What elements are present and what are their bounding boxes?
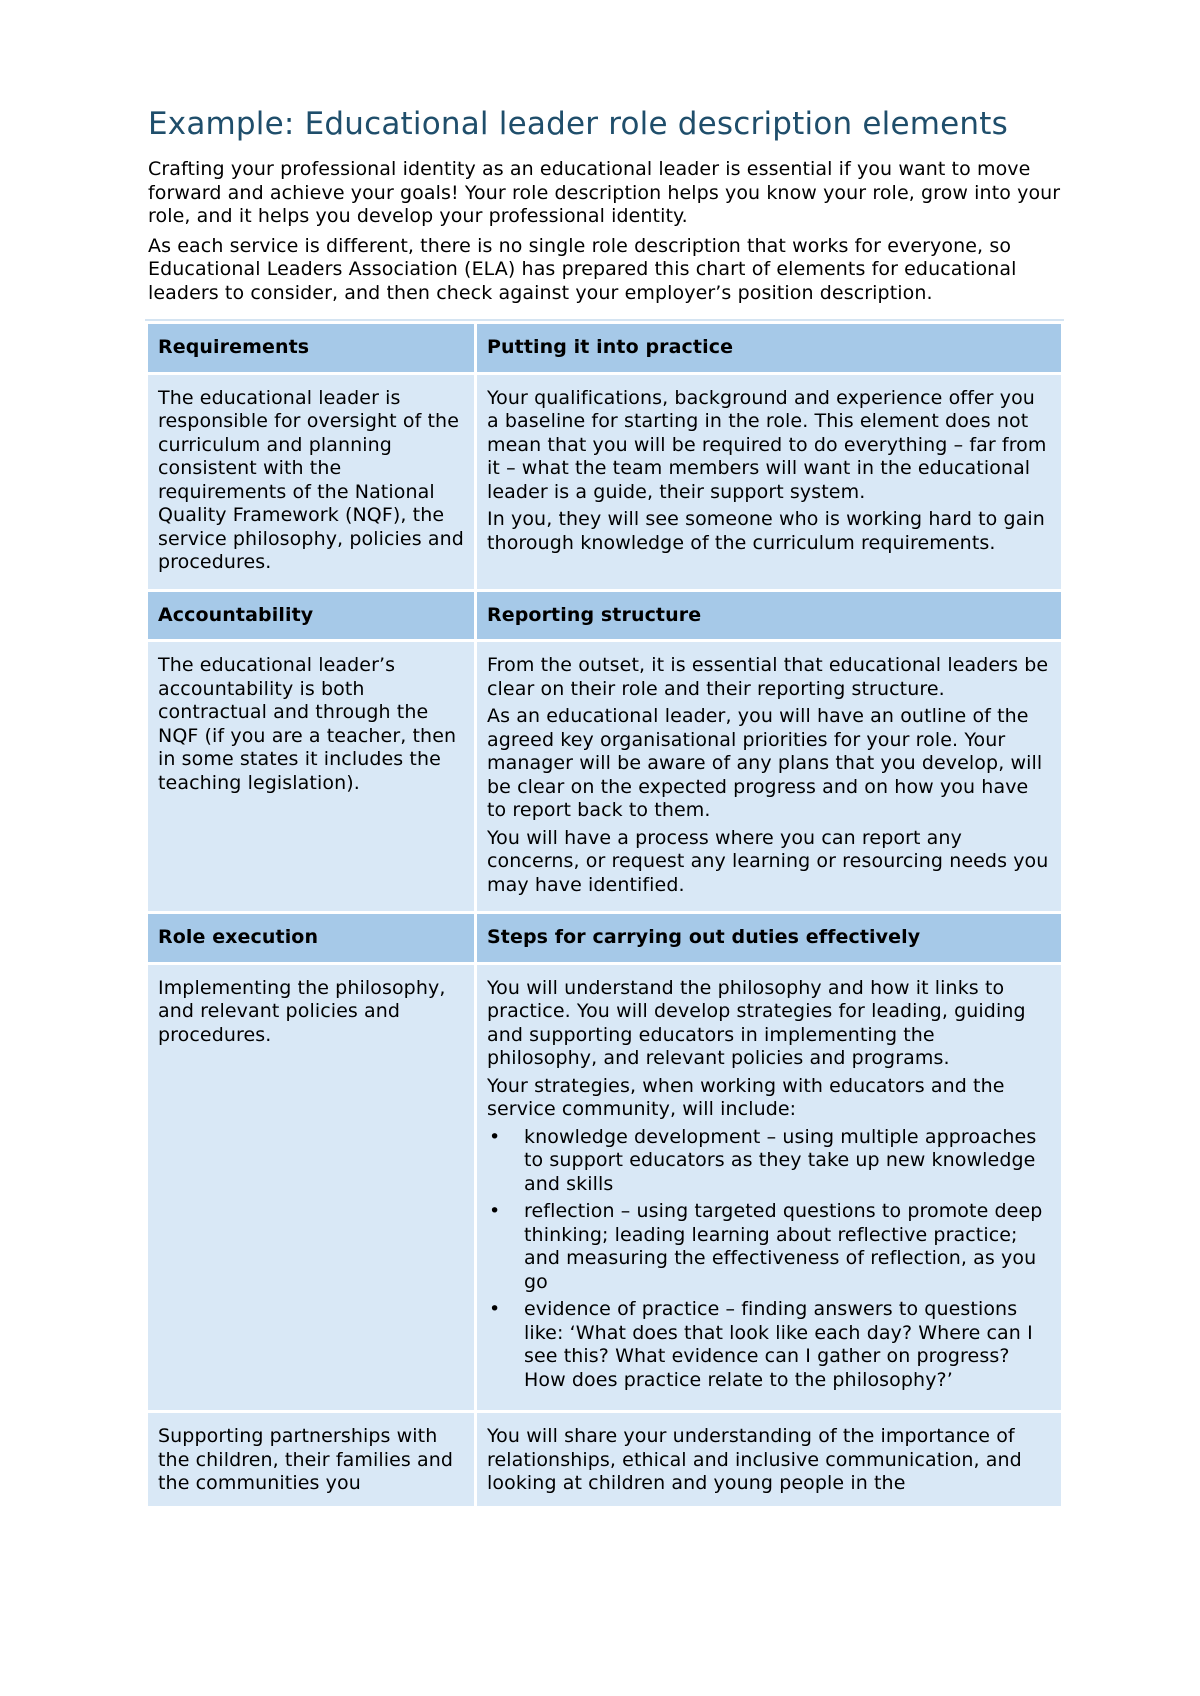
role-elements-table [145, 319, 1064, 1509]
header-accountability: Accountability [148, 592, 474, 640]
list-item [487, 1200, 1051, 1294]
table-row [148, 965, 1061, 1411]
bullet-icon: • [489, 1298, 501, 1320]
table-row [148, 375, 1061, 589]
header-reporting-structure: Reporting structure [477, 592, 1061, 640]
cell-paragraph: Implementing the philosophy, and relevant policies and procedures. [158, 976, 446, 1046]
cell-paragraph: From the outset, it is essential that educational leaders be clear on their role and their reporting structure. [487, 654, 1049, 700]
cell-paragraph: Your qualifications, background and experience offer you a baseline for starting in the role. This element does not mean that you will be required to do everything – far from it – what the team members will want in the educational leader is a guide, their support system. [487, 386, 1047, 503]
page-title: Example: Educational leader role description elements [148, 106, 1008, 142]
cell-paragraph: Supporting partnerships with the children, their families and the communities you [158, 1425, 454, 1494]
cell-practice-text [477, 375, 1061, 589]
list-item-text: evidence of practice – finding answers to questions like: ‘What does that look like each day? Where can I see this? What evidence can I gather on progress? How does practice relate to the philosophy?’ [524, 1298, 1033, 1391]
list-item [487, 1126, 1051, 1197]
table-row [148, 1413, 1061, 1506]
cell-partnerships-text [148, 1413, 474, 1506]
list-item-text: reflection – using targeted questions to promote deep thinking; leading learning about reflective practice; and measuring the effectiveness of reflection, as you go [524, 1200, 1043, 1293]
cell-paragraph: As an educational leader, you will have an outline of the agreed key organisational priorities for your role. Your manager will be aware of any plans that you develop, will be clear on the expected progress and on how you have to report back to them. [487, 705, 1043, 821]
cell-relationships-text [477, 1413, 1061, 1506]
cell-paragraph: The educational leader is responsible for oversight of the curriculum and planning consistent with the requirements of the National Quality Framework (NQF), the service philosophy, policies and procedures. [158, 386, 464, 573]
bullet-icon: • [489, 1125, 501, 1148]
cell-requirements-text [148, 375, 474, 589]
header-requirements: Requirements [148, 324, 474, 372]
cell-role-execution-text [148, 965, 474, 1411]
intro-section [148, 158, 1064, 305]
cell-paragraph: In you, they will see someone who is working hard to gain thorough knowledge of the curriculum requirements. [487, 508, 1045, 554]
header-steps-effective: Steps for carrying out duties effectively [477, 914, 1061, 962]
cell-steps-text [477, 965, 1061, 1411]
intro-paragraph: As each service is different, there is no single role description that works for everyone, so Educational Leaders Association (ELA) has prepared this chart of elements for educational leaders to consider, and then check against your employer’s position description. [148, 234, 1017, 304]
bullet-icon: • [489, 1200, 501, 1222]
cell-paragraph: Your strategies, when working with educators and the service community, will include: [487, 1074, 1005, 1120]
cell-reporting-text [477, 642, 1061, 911]
table-header-row [148, 324, 1061, 372]
document-page [148, 104, 1064, 1509]
header-putting-into-practice: Putting it into practice [477, 324, 1061, 372]
strategy-list [487, 1126, 1051, 1393]
cell-paragraph: The educational leader’s accountability is both contractual and through the NQF (if you are a teacher, then in some states it includes the teaching legislation). [158, 654, 457, 794]
intro-paragraph: Crafting your professional identity as an educational leader is essential if you want to move forward and achieve your goals! Your role description helps you know your role, grow into your role, and it helps you develop your professional identity. [148, 158, 1061, 227]
header-role-execution: Role execution [148, 914, 474, 962]
cell-paragraph: You will share your understanding of the importance of relationships, ethical and inclusive communication, and looking at children and young people in the [487, 1425, 1022, 1494]
cell-paragraph: You will have a process where you can report any concerns, or request any learning or resourcing needs you may have identified. [487, 826, 1049, 896]
table-header-row [148, 592, 1061, 640]
table-row [148, 642, 1061, 911]
table-header-row [148, 914, 1061, 962]
list-item [487, 1298, 1051, 1392]
cell-accountability-text [148, 642, 474, 911]
cell-paragraph: You will understand the philosophy and how it links to practice. You will develop strategies for leading, guiding and supporting educators in implementing the philosophy, and relevant policies and programs. [487, 976, 1026, 1069]
list-item-text: knowledge development – using multiple approaches to support educators as they take up new knowledge and skills [524, 1125, 1037, 1195]
